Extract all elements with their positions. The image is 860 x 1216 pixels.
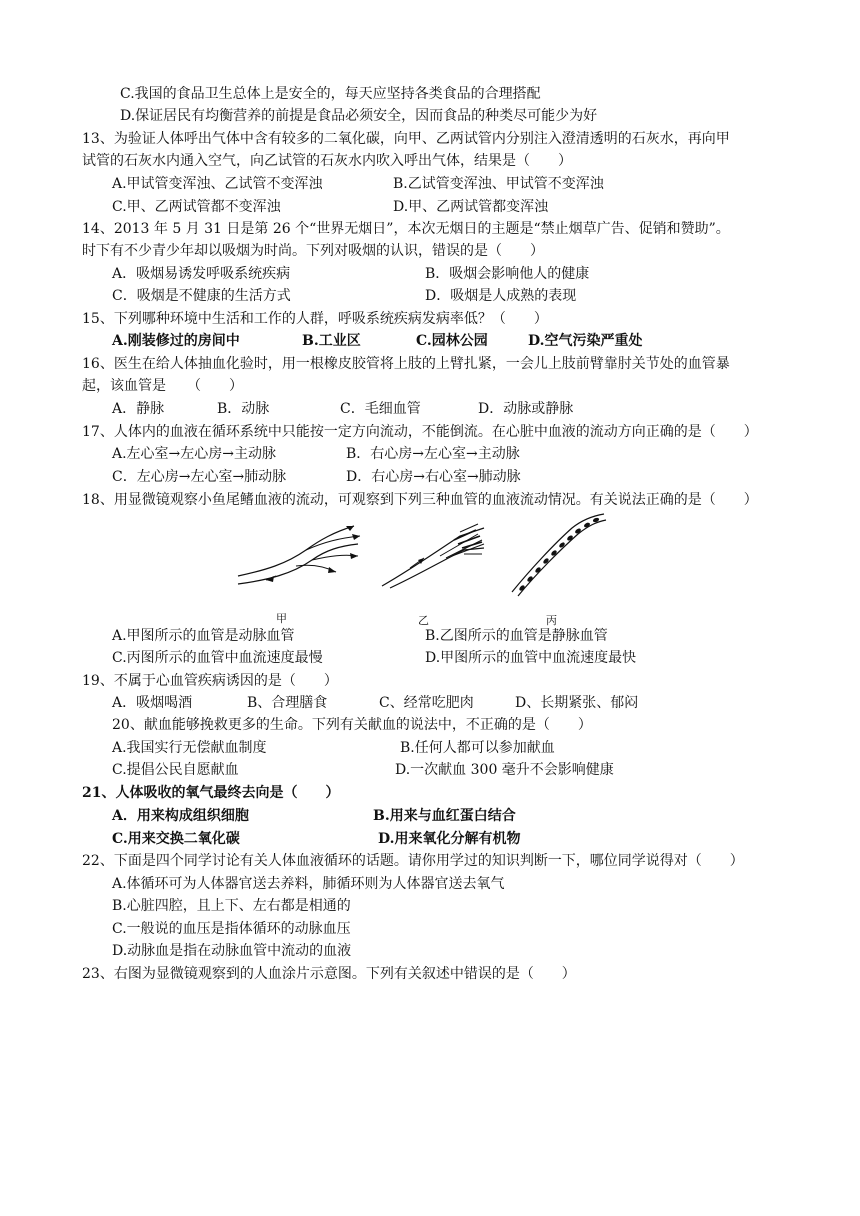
option-b: B、合理膳食 xyxy=(247,695,328,711)
option-d: D．右心房→右心室→肺动脉 xyxy=(346,469,521,485)
figure-label-yi: 乙 xyxy=(418,614,429,627)
option-c: C.用来交换二氧化碳 xyxy=(112,831,240,847)
option-a: A.刚装修过的房间中 xyxy=(112,333,240,349)
option-d: D.动脉血是指在动脉血管中流动的血液 xyxy=(112,943,352,959)
question-14-text: 14、2013 年 5 月 31 日是第 26 个“世界无烟日”，本次无烟日的主题是“禁止烟草广告、促销和赞助”。 xyxy=(82,221,730,237)
vessel-figure-bing xyxy=(510,512,610,598)
option-c: C．吸烟是不健康的生活方式 xyxy=(112,288,291,304)
option-b: B.心脏四腔，且上下、左右都是相通的 xyxy=(112,898,351,914)
option-c: C.提倡公民自愿献血 xyxy=(112,762,239,778)
question-22-text: 22、下面是四个同学讨论有关人体血液循环的话题。请你用学过的知识判断一下，哪位同学说得对（ ） xyxy=(82,853,744,869)
question-16-text: 起，该血管是 （ ） xyxy=(82,378,243,394)
option-a xyxy=(112,806,249,826)
option-a: A．吸烟易诱发呼吸系统疾病 xyxy=(112,266,291,282)
question-13-text: 试管的石灰水内通入空气，向乙试管的石灰水内吹入呼出气体，结果是（ ） xyxy=(82,153,572,169)
option-d: D．吸烟是人成熟的表现 xyxy=(425,288,577,304)
option-b: B.工业区 xyxy=(302,333,361,349)
option-a: A．吸烟喝酒 xyxy=(112,695,193,711)
question-17-text: 17、人体内的血液在循环系统中只能按一定方向流动，不能倒流。在心脏中血液的流动方向正确的是（ ） xyxy=(82,424,758,440)
option-b: B．右心房→左心室→主动脉 xyxy=(346,446,520,462)
figure-label-bing: 丙 xyxy=(546,614,557,627)
vessel-figure-yi xyxy=(380,520,490,590)
option-d: D、长期紧张、郁闷 xyxy=(515,695,639,711)
option-d: D．动脉或静脉 xyxy=(478,401,574,417)
option-d: D.用来氧化分解有机物 xyxy=(378,831,521,847)
option-a: A.左心室→左心房→主动脉 xyxy=(112,446,277,462)
option-c: C.园林公园 xyxy=(416,333,488,349)
option-c: C．左心房→左心室→肺动脉 xyxy=(112,469,287,485)
option-c: C.甲、乙两试管都不变浑浊 xyxy=(112,199,281,215)
option-d: D.甲、乙两试管都变浑浊 xyxy=(393,199,549,215)
option-c: C．毛细血管 xyxy=(340,401,421,417)
option-b: B.乙图所示的血管是静脉血管 xyxy=(425,628,608,644)
question-13-text: 13、为验证人体呼出气体中含有较多的二氧化碳，向甲、乙两试管内分别注入澄清透明的石灰水，再向甲 xyxy=(82,131,730,147)
option-b: B.用来与血红蛋白结合 xyxy=(373,808,516,824)
option-a-text: A．用来构成组织细胞 xyxy=(112,808,249,824)
option-a: A.我国实行无偿献血制度 xyxy=(112,740,267,756)
question-16-text: 16、医生在给人体抽血化验时，用一根橡皮胶管将上肢的上臂扎紧，一会儿上肢前臂靠肘关节处的血管暴 xyxy=(82,356,730,372)
question-18-text: 18、用显微镜观察小鱼尾鳍血液的流动，可观察到下列三种血管的血液流动情况。有关说法正确的是（ ） xyxy=(82,492,758,508)
option-line: D.保证居民有均衡营养的前提是食品必须安全，因而食品的种类尽可能少为好 xyxy=(120,108,598,124)
question-20-text: 20、献血能够挽救更多的生命。下列有关献血的说法中，不正确的是（ ） xyxy=(112,717,592,733)
option-d: D.空气污染严重处 xyxy=(528,333,643,349)
option-b: B.任何人都可以参加献血 xyxy=(400,740,555,756)
option-a: A．静脉 xyxy=(112,401,165,417)
option-b: B．动脉 xyxy=(217,401,270,417)
option-a: A.甲图所示的血管是动脉血管 xyxy=(112,628,295,644)
question-23-text: 23、右图为显微镜观察到的人血涂片示意图。下列有关叙述中错误的是（ ） xyxy=(82,966,576,982)
vessel-figure-jia xyxy=(236,518,366,590)
option-b: B．吸烟会影响他人的健康 xyxy=(425,266,590,282)
question-15-text: 15、下列哪种环境中生活和工作的人群，呼吸系统疾病发病率低？（ ） xyxy=(82,311,548,327)
option-d: D.甲图所示的血管中血流速度最快 xyxy=(425,650,637,666)
option-a: A.体循环可为人体器官送去养料，肺循环则为人体器官送去氧气 xyxy=(112,876,505,892)
question-19-text: 19、不属于心血管疾病诱因的是（ ） xyxy=(82,673,338,689)
option-a: A.甲试管变浑浊、乙试管不变浑浊 xyxy=(112,176,323,192)
option-c: C、经常吃肥肉 xyxy=(379,695,474,711)
option-line: C.我国的食品卫生总体上是安全的，每天应坚持各类食品的合理搭配 xyxy=(120,86,541,102)
option-b: B.乙试管变浑浊、甲试管不变浑浊 xyxy=(393,176,604,192)
option-c: C.丙图所示的血管中血流速度最慢 xyxy=(112,650,323,666)
option-c: C.一般说的血压是指体循环的动脉血压 xyxy=(112,921,351,937)
question-21-text: 21、人体吸收的氧气最终去向是（ ） xyxy=(82,785,340,801)
figure-label-jia: 甲 xyxy=(276,612,287,625)
question-14-text: 时下有不少青少年却以吸烟为时尚。下列对吸烟的认识，错误的是（ ） xyxy=(82,243,544,259)
option-d: D.一次献血 300 毫升不会影响健康 xyxy=(395,762,614,778)
